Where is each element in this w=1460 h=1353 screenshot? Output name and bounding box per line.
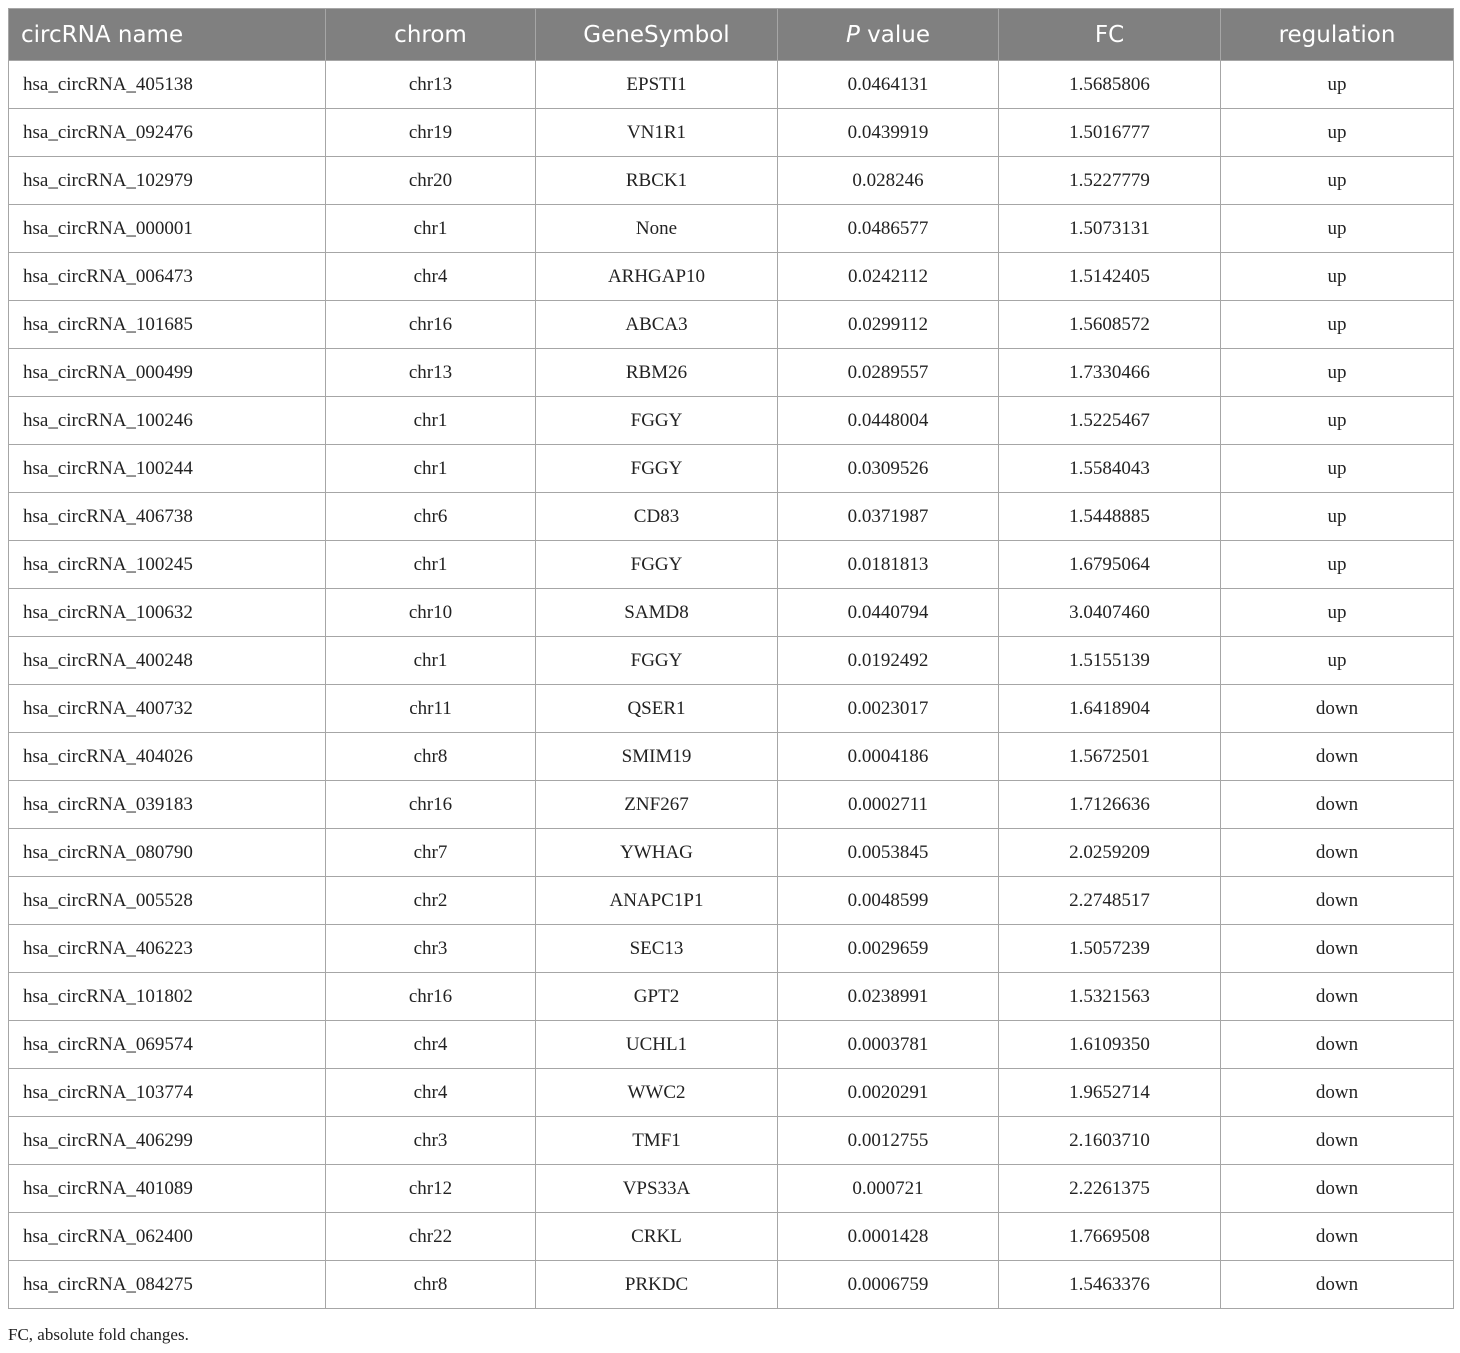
cell-circrna-name: hsa_circRNA_092476 xyxy=(9,109,326,157)
cell-fc: 2.0259209 xyxy=(999,829,1221,877)
cell-p-value: 0.0486577 xyxy=(778,205,999,253)
cell-fc: 1.9652714 xyxy=(999,1069,1221,1117)
cell-fc: 1.5448885 xyxy=(999,493,1221,541)
cell-gene-symbol: CD83 xyxy=(536,493,778,541)
cell-p-value: 0.0029659 xyxy=(778,925,999,973)
cell-circrna-name: hsa_circRNA_005528 xyxy=(9,877,326,925)
cell-circrna-name: hsa_circRNA_400732 xyxy=(9,685,326,733)
cell-chrom: chr1 xyxy=(326,541,536,589)
cell-chrom: chr12 xyxy=(326,1165,536,1213)
table-row xyxy=(9,157,1454,205)
cell-regulation: up xyxy=(1221,301,1454,349)
cell-p-value: 0.0371987 xyxy=(778,493,999,541)
cell-regulation: down xyxy=(1221,685,1454,733)
cell-chrom: chr2 xyxy=(326,877,536,925)
cell-circrna-name: hsa_circRNA_039183 xyxy=(9,781,326,829)
cell-chrom: chr4 xyxy=(326,1069,536,1117)
cell-p-value: 0.0238991 xyxy=(778,973,999,1021)
cell-gene-symbol: QSER1 xyxy=(536,685,778,733)
table-body xyxy=(9,61,1454,1309)
cell-chrom: chr22 xyxy=(326,1213,536,1261)
table-footnote: FC, absolute fold changes. xyxy=(8,1325,189,1344)
cell-p-value: 0.0048599 xyxy=(778,877,999,925)
cell-regulation: up xyxy=(1221,109,1454,157)
cell-circrna-name: hsa_circRNA_101802 xyxy=(9,973,326,1021)
table-row xyxy=(9,925,1454,973)
cell-circrna-name: hsa_circRNA_100246 xyxy=(9,397,326,445)
table-row xyxy=(9,973,1454,1021)
cell-gene-symbol: ANAPC1P1 xyxy=(536,877,778,925)
cell-regulation: down xyxy=(1221,877,1454,925)
cell-fc: 1.5321563 xyxy=(999,973,1221,1021)
header-row xyxy=(9,9,1454,61)
cell-regulation: down xyxy=(1221,1213,1454,1261)
cell-p-value: 0.0448004 xyxy=(778,397,999,445)
cell-fc: 1.5672501 xyxy=(999,733,1221,781)
cell-p-value: 0.0002711 xyxy=(778,781,999,829)
cell-fc: 1.5057239 xyxy=(999,925,1221,973)
cell-p-value: 0.0299112 xyxy=(778,301,999,349)
table-row xyxy=(9,637,1454,685)
cell-chrom: chr7 xyxy=(326,829,536,877)
cell-p-value: 0.0440794 xyxy=(778,589,999,637)
table-row xyxy=(9,877,1454,925)
cell-gene-symbol: RBCK1 xyxy=(536,157,778,205)
cell-regulation: down xyxy=(1221,1069,1454,1117)
cell-chrom: chr1 xyxy=(326,205,536,253)
cell-circrna-name: hsa_circRNA_100632 xyxy=(9,589,326,637)
cell-regulation: down xyxy=(1221,1021,1454,1069)
cell-fc: 1.7126636 xyxy=(999,781,1221,829)
table-row xyxy=(9,1261,1454,1309)
cell-gene-symbol: FGGY xyxy=(536,541,778,589)
cell-fc: 1.5155139 xyxy=(999,637,1221,685)
cell-gene-symbol: FGGY xyxy=(536,445,778,493)
cell-gene-symbol: PRKDC xyxy=(536,1261,778,1309)
cell-chrom: chr6 xyxy=(326,493,536,541)
cell-regulation: down xyxy=(1221,1261,1454,1309)
cell-fc: 1.5685806 xyxy=(999,61,1221,109)
cell-circrna-name: hsa_circRNA_000499 xyxy=(9,349,326,397)
table-row xyxy=(9,397,1454,445)
cell-chrom: chr20 xyxy=(326,157,536,205)
cell-gene-symbol: SMIM19 xyxy=(536,733,778,781)
cell-gene-symbol: ABCA3 xyxy=(536,301,778,349)
header-gene-symbol: GeneSymbol xyxy=(536,9,778,61)
cell-fc: 2.2748517 xyxy=(999,877,1221,925)
cell-fc: 1.6418904 xyxy=(999,685,1221,733)
cell-gene-symbol: RBM26 xyxy=(536,349,778,397)
cell-fc: 1.7330466 xyxy=(999,349,1221,397)
cell-regulation: up xyxy=(1221,397,1454,445)
cell-circrna-name: hsa_circRNA_006473 xyxy=(9,253,326,301)
cell-regulation: down xyxy=(1221,1117,1454,1165)
table-row xyxy=(9,589,1454,637)
cell-regulation: down xyxy=(1221,829,1454,877)
cell-fc: 1.5608572 xyxy=(999,301,1221,349)
cell-regulation: up xyxy=(1221,349,1454,397)
cell-chrom: chr16 xyxy=(326,973,536,1021)
cell-gene-symbol: SEC13 xyxy=(536,925,778,973)
cell-regulation: down xyxy=(1221,973,1454,1021)
cell-gene-symbol: FGGY xyxy=(536,397,778,445)
table-row xyxy=(9,1069,1454,1117)
table-row xyxy=(9,349,1454,397)
header-p-value-italic: P xyxy=(845,21,860,48)
cell-p-value: 0.0289557 xyxy=(778,349,999,397)
cell-gene-symbol: ARHGAP10 xyxy=(536,253,778,301)
table-row xyxy=(9,301,1454,349)
cell-p-value: 0.0192492 xyxy=(778,637,999,685)
cell-fc: 2.1603710 xyxy=(999,1117,1221,1165)
table-row xyxy=(9,1021,1454,1069)
cell-fc: 1.5227779 xyxy=(999,157,1221,205)
cell-fc: 1.5142405 xyxy=(999,253,1221,301)
cell-circrna-name: hsa_circRNA_404026 xyxy=(9,733,326,781)
cell-chrom: chr16 xyxy=(326,301,536,349)
table-row xyxy=(9,685,1454,733)
cell-circrna-name: hsa_circRNA_102979 xyxy=(9,157,326,205)
cell-circrna-name: hsa_circRNA_400248 xyxy=(9,637,326,685)
cell-regulation: up xyxy=(1221,157,1454,205)
cell-regulation: up xyxy=(1221,253,1454,301)
cell-circrna-name: hsa_circRNA_080790 xyxy=(9,829,326,877)
table-row xyxy=(9,109,1454,157)
cell-fc: 1.5463376 xyxy=(999,1261,1221,1309)
cell-fc: 3.0407460 xyxy=(999,589,1221,637)
table-row xyxy=(9,1165,1454,1213)
cell-circrna-name: hsa_circRNA_406223 xyxy=(9,925,326,973)
cell-p-value: 0.0181813 xyxy=(778,541,999,589)
table-row xyxy=(9,493,1454,541)
cell-gene-symbol: WWC2 xyxy=(536,1069,778,1117)
table-header xyxy=(9,9,1454,61)
cell-p-value: 0.0242112 xyxy=(778,253,999,301)
cell-regulation: down xyxy=(1221,1165,1454,1213)
cell-p-value: 0.0012755 xyxy=(778,1117,999,1165)
cell-p-value: 0.0023017 xyxy=(778,685,999,733)
table-row xyxy=(9,205,1454,253)
cell-p-value: 0.028246 xyxy=(778,157,999,205)
cell-gene-symbol: ZNF267 xyxy=(536,781,778,829)
header-chrom: chrom xyxy=(326,9,536,61)
cell-circrna-name: hsa_circRNA_401089 xyxy=(9,1165,326,1213)
cell-circrna-name: hsa_circRNA_103774 xyxy=(9,1069,326,1117)
table-row xyxy=(9,445,1454,493)
cell-gene-symbol: UCHL1 xyxy=(536,1021,778,1069)
cell-gene-symbol: FGGY xyxy=(536,637,778,685)
cell-fc: 2.2261375 xyxy=(999,1165,1221,1213)
cell-circrna-name: hsa_circRNA_406738 xyxy=(9,493,326,541)
cell-circrna-name: hsa_circRNA_100245 xyxy=(9,541,326,589)
cell-circrna-name: hsa_circRNA_000001 xyxy=(9,205,326,253)
cell-circrna-name: hsa_circRNA_406299 xyxy=(9,1117,326,1165)
table-row xyxy=(9,781,1454,829)
cell-circrna-name: hsa_circRNA_062400 xyxy=(9,1213,326,1261)
cell-p-value: 0.0001428 xyxy=(778,1213,999,1261)
cell-p-value: 0.0004186 xyxy=(778,733,999,781)
table-row xyxy=(9,541,1454,589)
table-row xyxy=(9,1117,1454,1165)
cell-regulation: up xyxy=(1221,61,1454,109)
cell-p-value: 0.0053845 xyxy=(778,829,999,877)
cell-chrom: chr13 xyxy=(326,349,536,397)
cell-chrom: chr19 xyxy=(326,109,536,157)
table-row xyxy=(9,1213,1454,1261)
cell-circrna-name: hsa_circRNA_084275 xyxy=(9,1261,326,1309)
cell-gene-symbol: VPS33A xyxy=(536,1165,778,1213)
cell-chrom: chr8 xyxy=(326,1261,536,1309)
cell-chrom: chr11 xyxy=(326,685,536,733)
cell-regulation: up xyxy=(1221,637,1454,685)
cell-regulation: up xyxy=(1221,493,1454,541)
cell-circrna-name: hsa_circRNA_101685 xyxy=(9,301,326,349)
cell-circrna-name: hsa_circRNA_069574 xyxy=(9,1021,326,1069)
cell-gene-symbol: SAMD8 xyxy=(536,589,778,637)
cell-p-value: 0.0020291 xyxy=(778,1069,999,1117)
table-row xyxy=(9,829,1454,877)
cell-circrna-name: hsa_circRNA_100244 xyxy=(9,445,326,493)
cell-fc: 1.5073131 xyxy=(999,205,1221,253)
cell-regulation: up xyxy=(1221,205,1454,253)
cell-fc: 1.5584043 xyxy=(999,445,1221,493)
cell-p-value: 0.0464131 xyxy=(778,61,999,109)
cell-chrom: chr1 xyxy=(326,397,536,445)
cell-chrom: chr13 xyxy=(326,61,536,109)
cell-chrom: chr10 xyxy=(326,589,536,637)
cell-gene-symbol: EPSTI1 xyxy=(536,61,778,109)
cell-regulation: down xyxy=(1221,925,1454,973)
cell-gene-symbol: VN1R1 xyxy=(536,109,778,157)
cell-chrom: chr1 xyxy=(326,445,536,493)
cell-regulation: up xyxy=(1221,589,1454,637)
cell-regulation: down xyxy=(1221,781,1454,829)
cell-gene-symbol: GPT2 xyxy=(536,973,778,1021)
table-row xyxy=(9,733,1454,781)
table-row xyxy=(9,61,1454,109)
cell-p-value: 0.0003781 xyxy=(778,1021,999,1069)
table-row xyxy=(9,253,1454,301)
cell-gene-symbol: TMF1 xyxy=(536,1117,778,1165)
cell-chrom: chr3 xyxy=(326,925,536,973)
header-regulation: regulation xyxy=(1221,9,1454,61)
cell-gene-symbol: YWHAG xyxy=(536,829,778,877)
cell-p-value: 0.000721 xyxy=(778,1165,999,1213)
cell-fc: 1.5225467 xyxy=(999,397,1221,445)
cell-chrom: chr1 xyxy=(326,637,536,685)
cell-chrom: chr8 xyxy=(326,733,536,781)
circrna-table xyxy=(8,8,1454,1309)
cell-chrom: chr4 xyxy=(326,1021,536,1069)
cell-fc: 1.5016777 xyxy=(999,109,1221,157)
cell-chrom: chr16 xyxy=(326,781,536,829)
header-p-value xyxy=(778,9,999,61)
header-fc: FC xyxy=(999,9,1221,61)
header-p-value-rest: value xyxy=(859,21,930,48)
cell-regulation: down xyxy=(1221,733,1454,781)
cell-gene-symbol: CRKL xyxy=(536,1213,778,1261)
header-circrna-name: circRNA name xyxy=(9,9,326,61)
cell-gene-symbol: None xyxy=(536,205,778,253)
cell-chrom: chr4 xyxy=(326,253,536,301)
cell-regulation: up xyxy=(1221,445,1454,493)
cell-regulation: up xyxy=(1221,541,1454,589)
cell-fc: 1.6795064 xyxy=(999,541,1221,589)
cell-chrom: chr3 xyxy=(326,1117,536,1165)
cell-circrna-name: hsa_circRNA_405138 xyxy=(9,61,326,109)
cell-p-value: 0.0309526 xyxy=(778,445,999,493)
cell-fc: 1.7669508 xyxy=(999,1213,1221,1261)
cell-p-value: 0.0439919 xyxy=(778,109,999,157)
cell-fc: 1.6109350 xyxy=(999,1021,1221,1069)
cell-p-value: 0.0006759 xyxy=(778,1261,999,1309)
